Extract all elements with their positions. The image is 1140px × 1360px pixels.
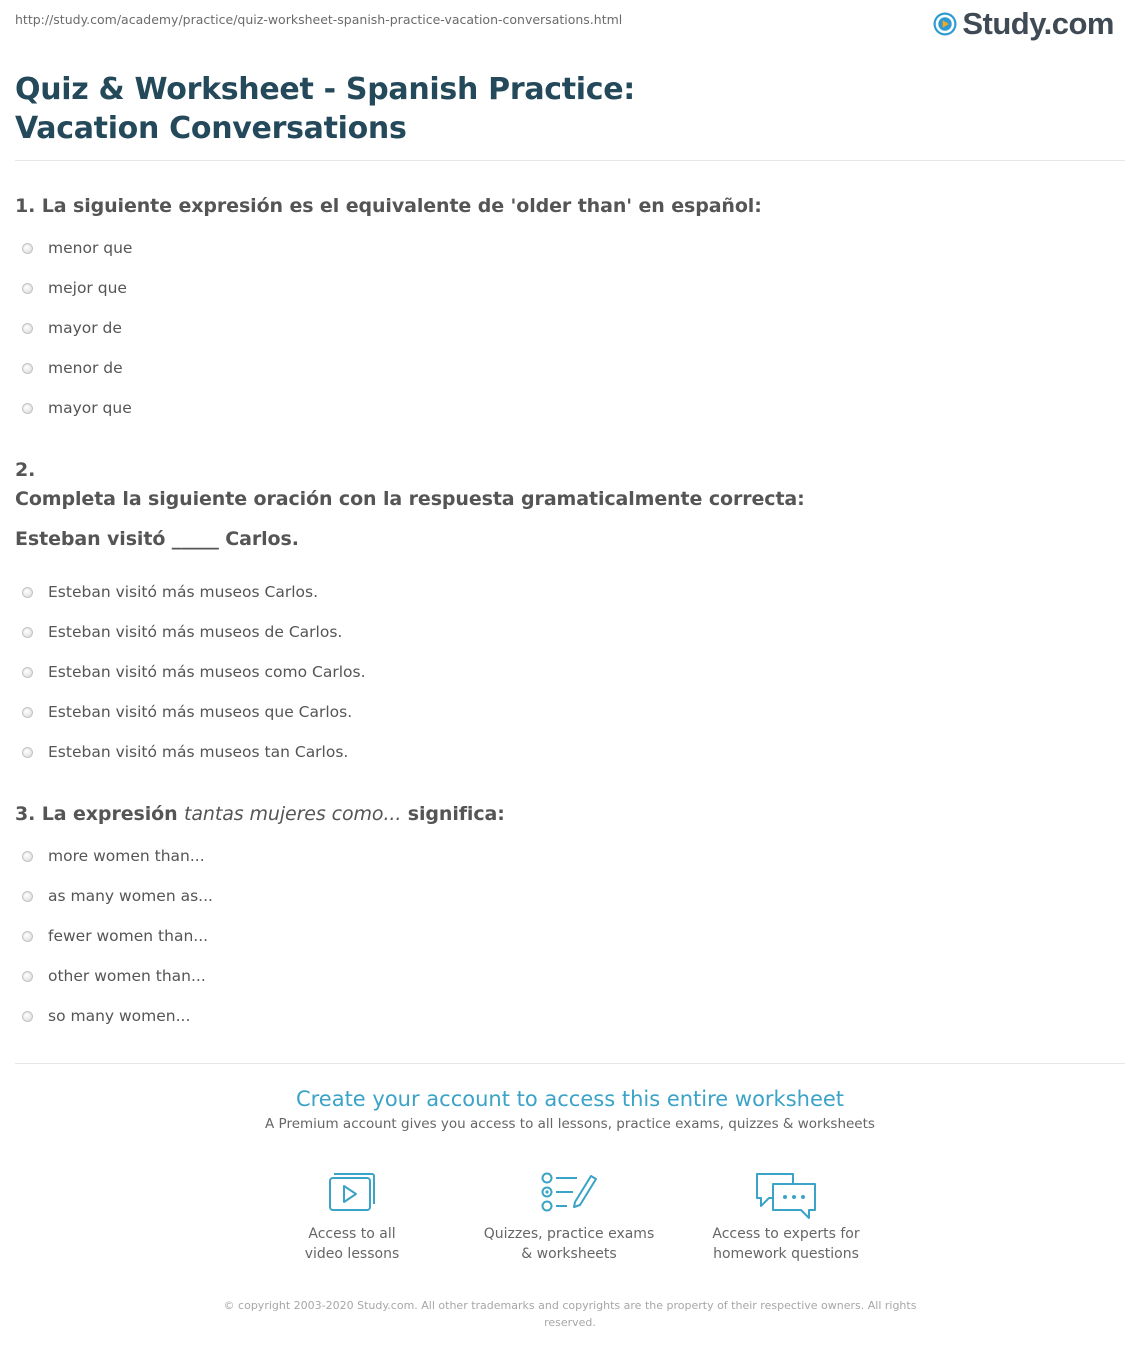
radio-button[interactable]	[22, 627, 33, 638]
premium-description: A Premium account gives you access to all lessons, practice exams, quizzes & worksheets	[265, 1116, 875, 1132]
question-1-options	[22, 228, 132, 428]
radio-button[interactable]	[22, 587, 33, 598]
answer-option[interactable]	[22, 836, 213, 876]
question-2-text: Completa la siguiente oración con la respuesta gramaticalmente correcta:	[15, 488, 805, 510]
radio-button[interactable]	[22, 243, 33, 254]
question-3-prefix: 3. La expresión	[15, 803, 185, 825]
study-logo[interactable]	[932, 8, 1114, 39]
copyright-line2: reserved.	[544, 1316, 596, 1329]
answer-option[interactable]	[22, 572, 366, 612]
feature-experts	[686, 1170, 886, 1264]
question-2-number: 2.	[15, 459, 36, 481]
option-label: menor de	[48, 359, 123, 377]
content-divider	[15, 1063, 1125, 1064]
quiz-checklist-icon	[539, 1170, 599, 1216]
feature-label-line1: Access to all	[308, 1226, 396, 1242]
title-divider	[15, 160, 1125, 161]
option-label: Esteban visitó más museos Carlos.	[48, 583, 319, 601]
answer-option[interactable]	[22, 388, 132, 428]
feature-label-line1: Quizzes, practice exams	[483, 1226, 655, 1242]
radio-button[interactable]	[22, 747, 33, 758]
feature-video-lessons	[252, 1170, 452, 1264]
radio-button[interactable]	[22, 363, 33, 374]
answer-option[interactable]	[22, 268, 132, 308]
option-label: as many women as...	[48, 887, 213, 905]
option-label: more women than...	[48, 847, 205, 865]
page-title: Quiz & Worksheet - Spanish Practice: Vacation Conversations	[15, 72, 636, 146]
question-3-suffix: significa:	[401, 803, 505, 825]
answer-option[interactable]	[22, 692, 366, 732]
answer-option[interactable]	[22, 996, 213, 1036]
answer-option[interactable]	[22, 876, 213, 916]
page-url: http://study.com/academy/practice/quiz-worksheet-spanish-practice-vacation-conversations.html	[15, 12, 623, 27]
question-2-sentence: Esteban visitó _____ Carlos.	[15, 528, 299, 550]
option-label: menor que	[48, 239, 133, 257]
copyright-line1: © copyright 2003-2020 Study.com. All other trademarks and copyrights are the property of their respective owners. All rights	[223, 1299, 917, 1312]
feature-quizzes	[469, 1170, 669, 1264]
feature-label-line2: homework questions	[713, 1246, 859, 1262]
option-label: Esteban visitó más museos como Carlos.	[48, 663, 366, 681]
radio-button[interactable]	[22, 851, 33, 862]
feature-label-line2: & worksheets	[521, 1246, 617, 1262]
radio-button[interactable]	[22, 931, 33, 942]
radio-button[interactable]	[22, 1011, 33, 1022]
question-3-text	[15, 802, 505, 826]
answer-option[interactable]	[22, 348, 132, 388]
option-label: other women than...	[48, 967, 206, 985]
answer-option[interactable]	[22, 228, 132, 268]
option-label: Esteban visitó más museos tan Carlos.	[48, 743, 349, 761]
feature-label-line1: Access to experts for	[712, 1226, 860, 1242]
create-account-link[interactable]: Create your account to access this entire worksheet	[295, 1087, 845, 1111]
play-circle-icon	[932, 11, 958, 37]
option-label: so many women...	[48, 1007, 191, 1025]
option-label: mejor que	[48, 279, 127, 297]
answer-option[interactable]	[22, 732, 366, 772]
logo-text: Study.com	[962, 6, 1114, 41]
answer-option[interactable]	[22, 956, 213, 996]
radio-button[interactable]	[22, 323, 33, 334]
radio-button[interactable]	[22, 667, 33, 678]
answer-option[interactable]	[22, 652, 366, 692]
option-label: Esteban visitó más museos de Carlos.	[48, 623, 343, 641]
answer-option[interactable]	[22, 916, 213, 956]
question-3-options	[22, 836, 213, 1036]
option-label: fewer women than...	[48, 927, 209, 945]
copyright-notice	[215, 1297, 925, 1331]
radio-button[interactable]	[22, 403, 33, 414]
option-label: mayor de	[48, 319, 122, 337]
feature-label-line2: video lessons	[304, 1246, 400, 1262]
radio-button[interactable]	[22, 283, 33, 294]
radio-button[interactable]	[22, 971, 33, 982]
answer-option[interactable]	[22, 308, 132, 348]
radio-button[interactable]	[22, 891, 33, 902]
option-label: Esteban visitó más museos que Carlos.	[48, 703, 353, 721]
chat-bubbles-icon	[753, 1170, 819, 1222]
option-label: mayor que	[48, 399, 132, 417]
video-lessons-icon	[326, 1170, 378, 1216]
question-2-options	[22, 572, 366, 772]
question-3-emphasis: tantas mujeres como...	[184, 803, 402, 825]
question-1-text: 1. La siguiente expresión es el equivalente de 'older than' en español:	[15, 195, 762, 217]
radio-button[interactable]	[22, 707, 33, 718]
answer-option[interactable]	[22, 612, 366, 652]
